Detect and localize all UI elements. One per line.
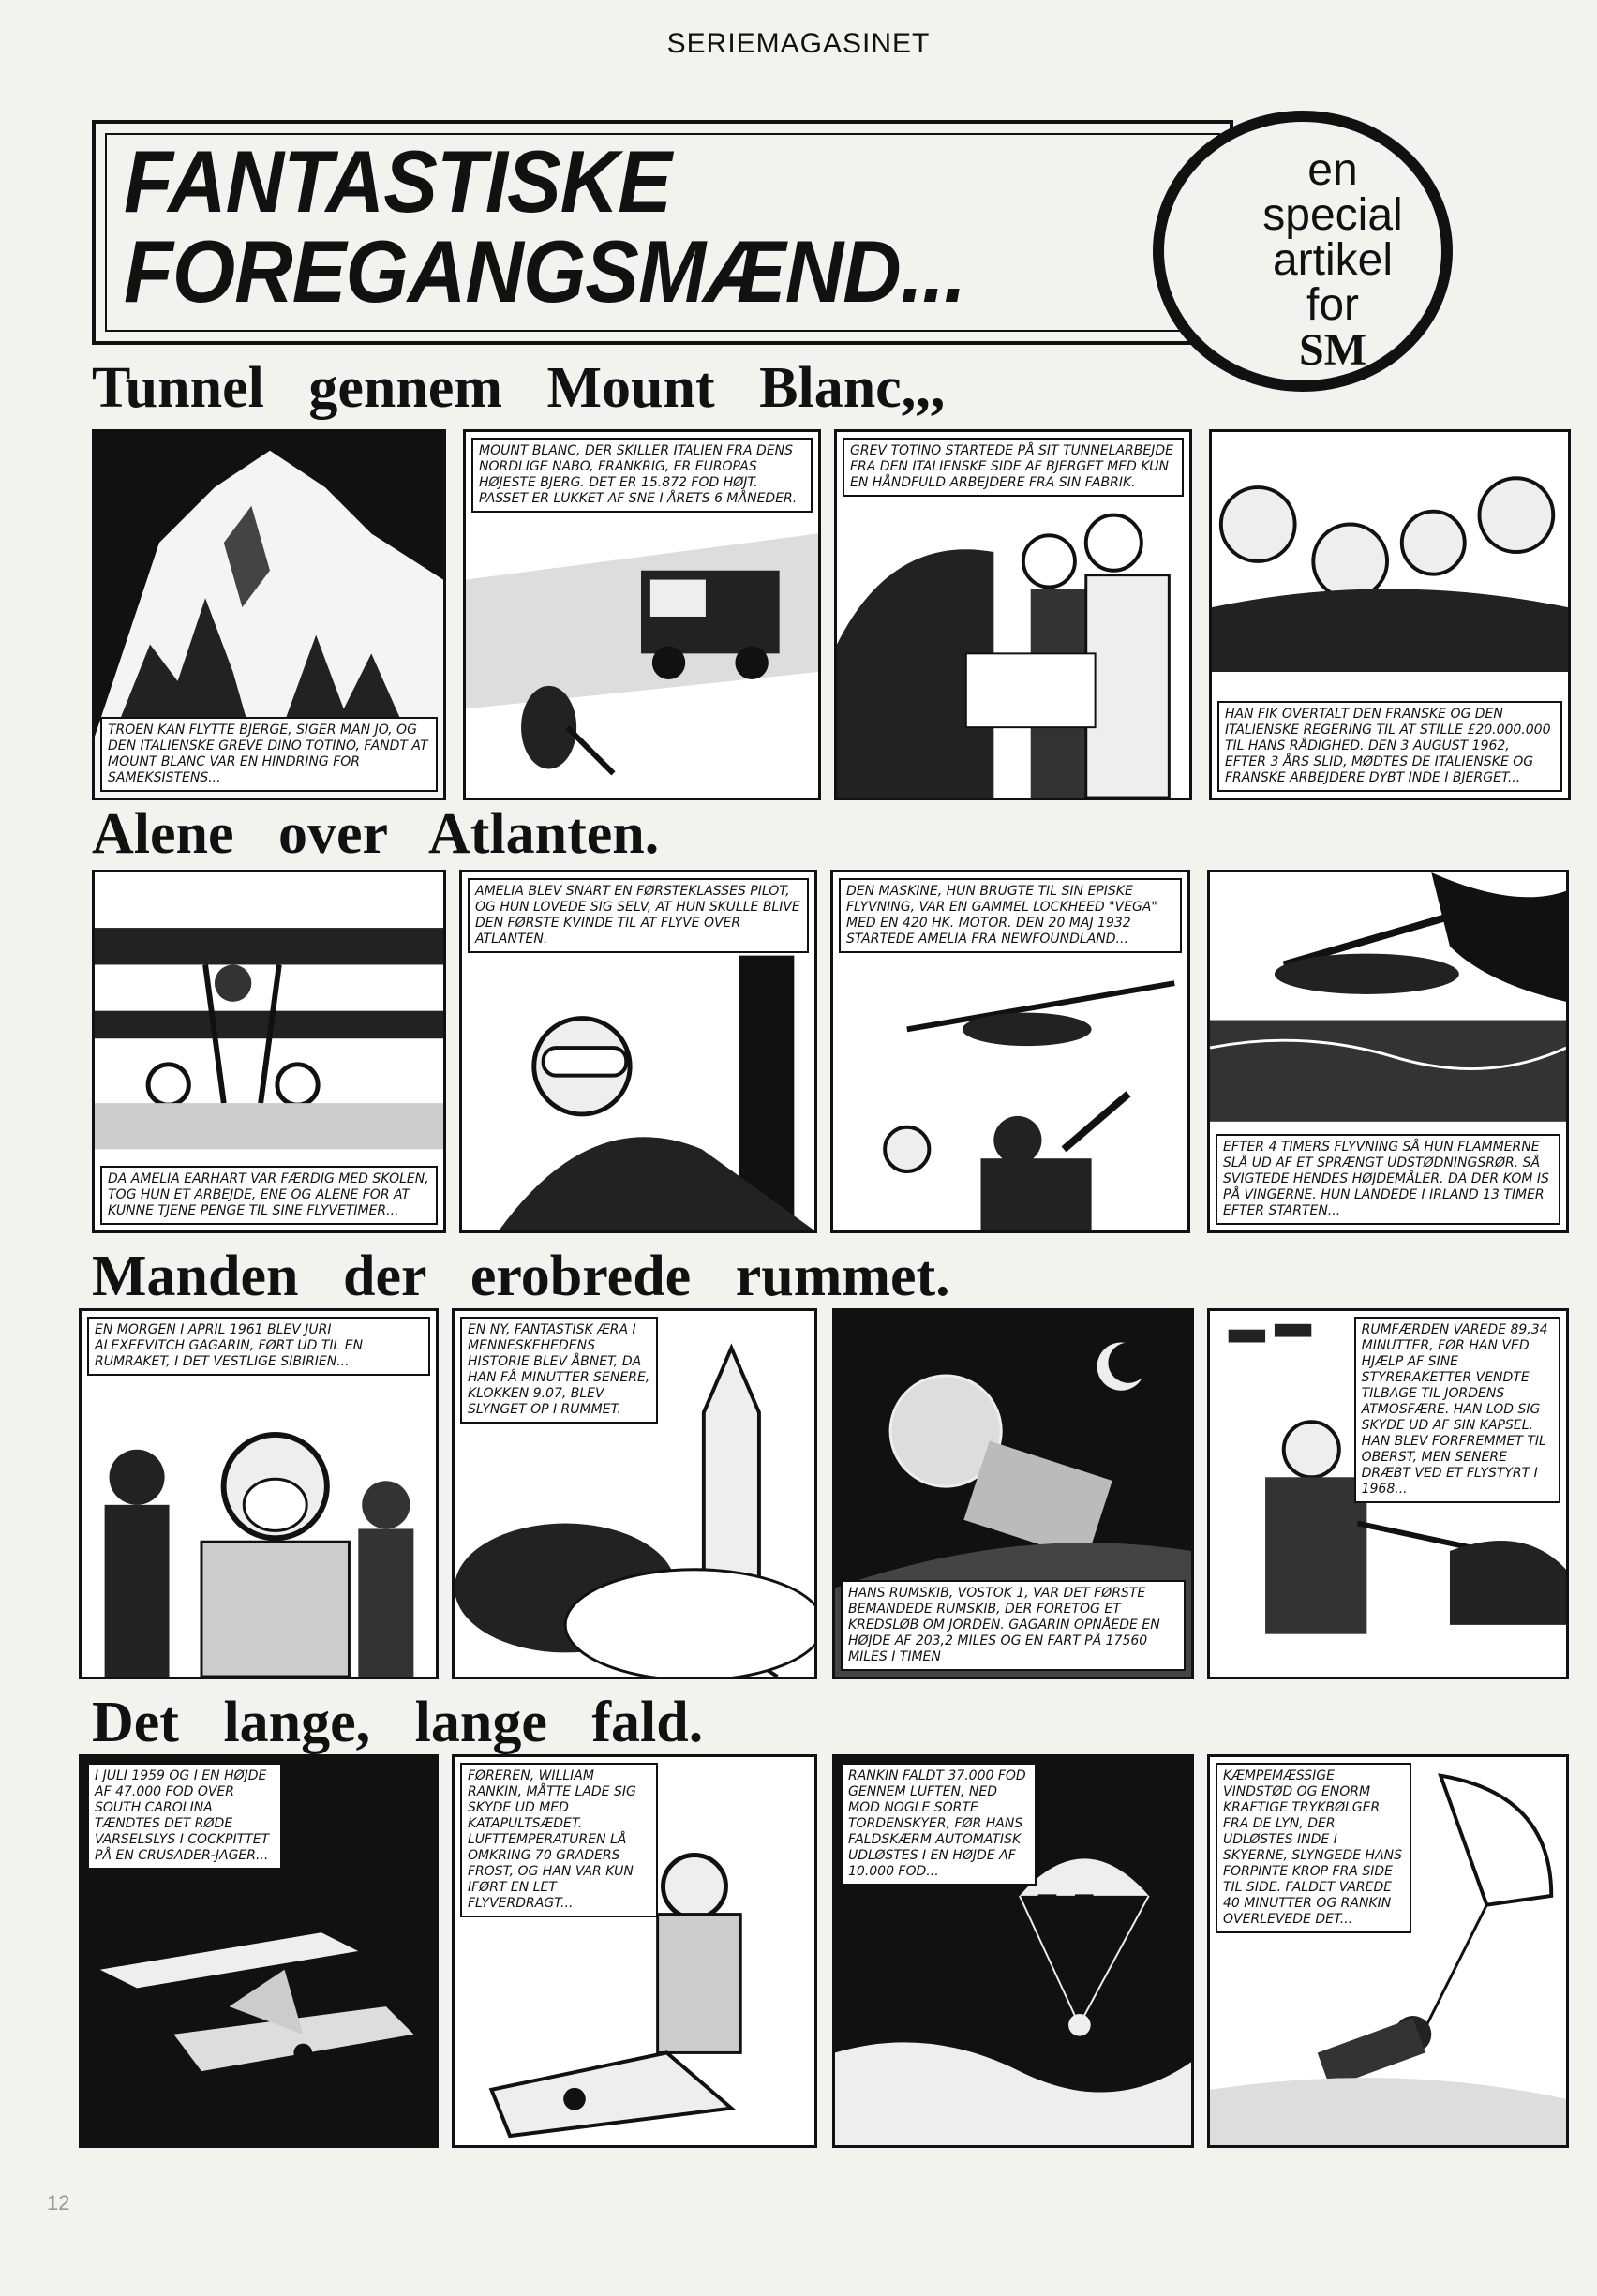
- page-number: 12: [47, 2191, 70, 2214]
- article-title-line1: FANTASTISKE: [124, 132, 672, 231]
- comic-panel: [79, 1754, 439, 2148]
- badge-line5: SM: [1299, 325, 1366, 375]
- comic-panel: [452, 1754, 817, 2148]
- comic-panel: [452, 1308, 817, 1679]
- comic-panel: [92, 429, 446, 800]
- section-heading-rummet: Manden der erobrede rummet.: [92, 1245, 950, 1308]
- panel-caption: EN NY, FANTASTISK ÆRA I MENNESKEHEDENS HISTORIE BLEV ÅBNET, DA HAN FÅ MINUTTER SENERE, KLOKKEN 9.07, BLEV SLYNGET OP I RUMMET.: [460, 1317, 658, 1424]
- panel-caption: GREV TOTINO STARTEDE PÅ SIT TUNNELARBEJDE FRA DEN ITALIENSKE SIDE AF BJERGET MED KUN EN HÅNDFULD ARBEJDERE FRA SIN FABRIK.: [843, 438, 1184, 497]
- panel-caption: RANKIN FALDT 37.000 FOD GENNEM LUFTEN, NED MOD NOGLE SORTE TORDENSKYER, FØR HANS FALDSKÆRM AUTOMATISK UDLØSTES I EN HØJDE AF 10.000 FOD...: [841, 1763, 1037, 1886]
- article-title-line2: FOREGANGSMÆND...: [124, 222, 966, 321]
- comic-panel: [79, 1308, 439, 1679]
- panel-caption: EFTER 4 TIMERS FLYVNING SÅ HUN FLAMMERNE SLÅ UD AF ET SPRÆNGT UDSTØDNINGSRØR. SÅ SVIGTEDE HENDES HØJDEMÅLER. DA DER KOM IS PÅ VINGERNE. HUN LANDEDE I IRLAND 13 TIMER EFTER STARTEN...: [1216, 1134, 1560, 1225]
- panel-caption: I JULI 1959 OG I EN HØJDE AF 47.000 FOD OVER SOUTH CAROLINA TÆNDTES DET RØDE VARSELSLYS I COCKPITTET PÅ EN CRUSADER-JAGER...: [87, 1763, 282, 1870]
- panel-caption: TROEN KAN FLYTTE BJERGE, SIGER MAN JO, OG DEN ITALIENSKE GREVE DINO TOTINO, FANDT AT MOUNT BLANC VAR EN HINDRING FOR SAMEKSISTENS...: [100, 717, 438, 792]
- panel-caption: HANS RUMSKIB, VOSTOK 1, VAR DET FØRSTE BEMANDEDE RUMSKIB, DER FORETOG ET KREDSLØB OM JORDEN. GAGARIN OPNÅEDE EN HØJDE AF 203,2 MILES OG EN FART PÅ 17560 MILES I TIMEN: [841, 1580, 1186, 1671]
- panel-caption: DEN MASKINE, HUN BRUGTE TIL SIN EPISKE FLYVNING, VAR EN GAMMEL LOCKHEED "VEGA" MED EN 420 HK. MOTOR. DEN 20 MAJ 1932 STARTEDE AMELIA FRA NEWFOUNDLAND...: [839, 878, 1182, 953]
- badge-line3: artikel: [1272, 235, 1394, 285]
- badge-line4: for: [1306, 280, 1359, 330]
- comic-panel: [1207, 1308, 1569, 1679]
- comic-panel: [832, 1754, 1194, 2148]
- panel-caption: FØREREN, WILLIAM RANKIN, MÅTTE LADE SIG SKYDE UD MED KATAPULTSÆDET. LUFTTEMPERATUREN LÅ OMKRING 70 GRADERS FROST, OG HAN VAR KUN IFØRT EN LET FLYVERDRAGT...: [460, 1763, 658, 1917]
- special-article-badge: [1153, 111, 1453, 392]
- panel-caption: MOUNT BLANC, DER SKILLER ITALIEN FRA DENS NORDLIGE NABO, FRANKRIG, ER EUROPAS HØJESTE BJERG. DET ER 15.872 FOD HØJT. PASSET ER LUKKET AF SNE I ÅRETS 6 MÅNEDER.: [471, 438, 813, 513]
- comic-panel: [832, 1308, 1194, 1679]
- section-heading-atlanten: Alene over Atlanten.: [92, 802, 660, 866]
- panel-caption: RUMFÆRDEN VAREDE 89,34 MINUTTER, FØR HAN VED HJÆLP AF SINE STYRERAKETTER VENDTE TILBAGE TIL JORDENS ATMOSFÆRE. HAN LOD SIG SKYDE UD AF SIN KAPSEL. HAN BLEV FORFREMMET TIL OBERST, MEN SENERE DRÆBT VED ET FLYSTYRT I 1968...: [1354, 1317, 1560, 1503]
- panel-caption: EN MORGEN I APRIL 1961 BLEV JURI ALEXEEVITCH GAGARIN, FØRT UD TIL EN RUMRAKET, I DET VESTLIGE SIBIRIEN...: [87, 1317, 430, 1376]
- panel-caption: DA AMELIA EARHART VAR FÆRDIG MED SKOLEN, TOG HUN ET ARBEJDE, ENE OG ALENE FOR AT KUNNE TJENE PENGE TIL SINE FLYVETIMER...: [100, 1166, 438, 1225]
- comic-panel: [830, 870, 1190, 1233]
- magazine-name: SERIEMAGASINET: [666, 28, 931, 59]
- comic-panel: [459, 870, 817, 1233]
- comic-panel: [834, 429, 1192, 800]
- comic-panel: [463, 429, 821, 800]
- badge-line2: special: [1262, 190, 1403, 240]
- badge-line1: en: [1307, 145, 1358, 195]
- comic-panel: [1209, 429, 1571, 800]
- panel-caption: HAN FIK OVERTALT DEN FRANSKE OG DEN ITALIENSKE REGERING TIL AT STILLE £20.000.000 TIL HANS RÅDIGHED. DEN 3 AUGUST 1962, EFTER 3 ÅRS SLID, MØDTES DE ITALIENSKE OG FRANSKE ARBEJDERE DYBT INDE I BJERGET...: [1217, 701, 1562, 792]
- badge-text: [1239, 145, 1426, 375]
- article-title: [124, 132, 966, 321]
- comic-panel: [92, 870, 446, 1233]
- title-box: [92, 120, 1233, 345]
- comic-panel: [1207, 870, 1569, 1233]
- comic-panel: [1207, 1754, 1569, 2148]
- section-heading-faldet: Det lange, lange fald.: [92, 1691, 704, 1754]
- panel-caption: KÆMPEMÆSSIGE VINDSTØD OG ENORM KRAFTIGE TRYKBØLGER FRA DE LYN, DER UDLØSTES INDE I SKYERNE, SLYNGEDE HANS FORPINTE KROP FRA SIDE TIL SIDE. FALDET VAREDE 40 MINUTTER OG RANKIN OVERLEVEDE DET...: [1216, 1763, 1411, 1933]
- section-heading-mont-blanc: Tunnel gennem Mount Blanc,,,: [92, 356, 946, 420]
- panel-caption: AMELIA BLEV SNART EN FØRSTEKLASSES PILOT, OG HUN LOVEDE SIG SELV, AT HUN SKULLE BLIVE DEN FØRSTE KVINDE TIL AT FLYVE OVER ATLANTEN.: [468, 878, 809, 953]
